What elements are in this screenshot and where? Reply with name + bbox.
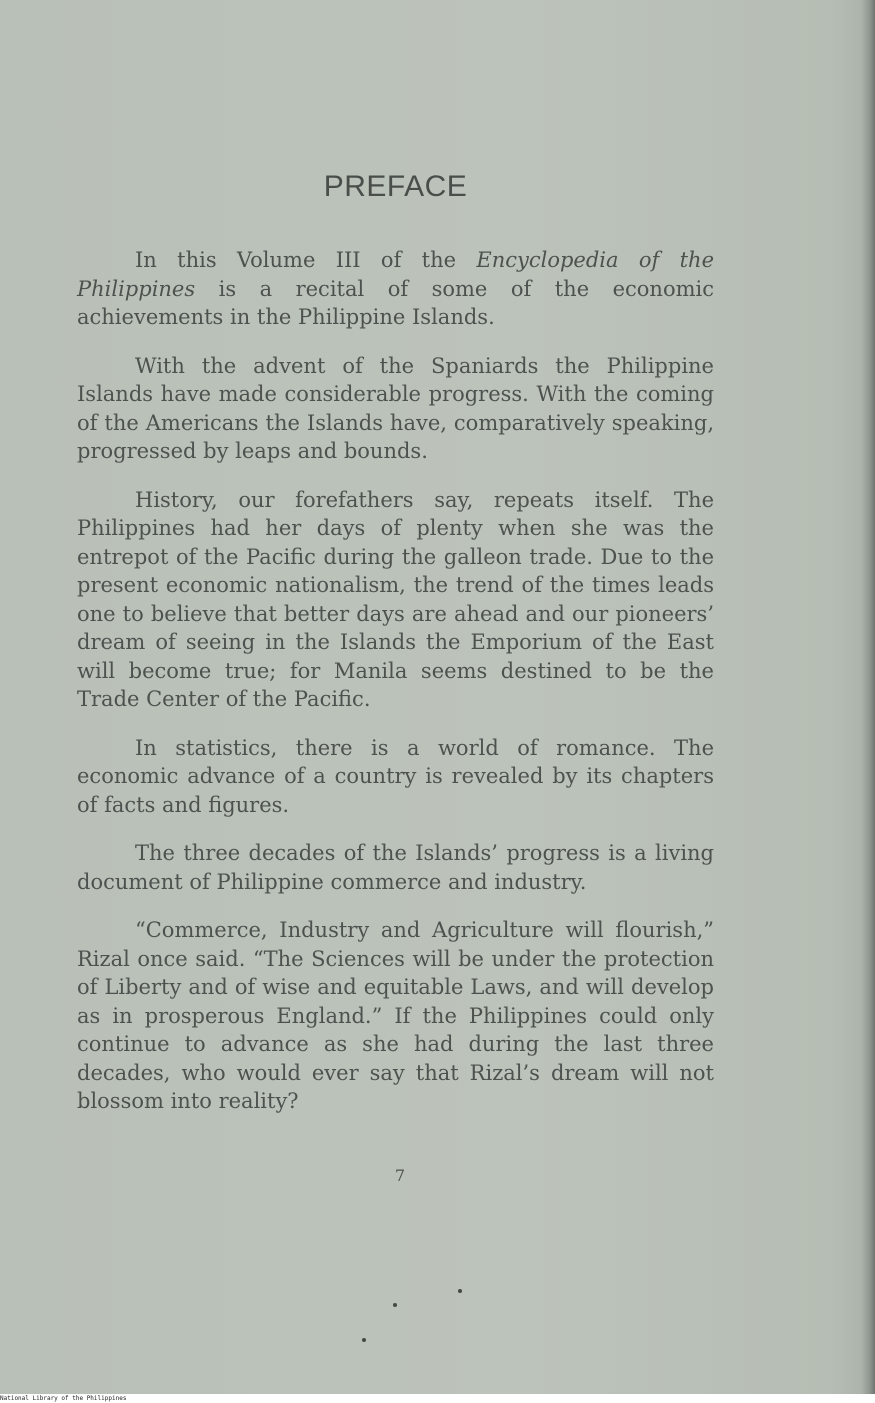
paragraph-2: With the advent of the Spaniards the Philippine Islands have made considerable progress. With the coming of the Americans the Islands have, comparatively speaking, progressed by leaps and bounds. [77, 353, 714, 463]
print-speck [458, 1289, 462, 1293]
paragraph-1-before: In this Volume III of the [135, 248, 477, 272]
paragraph-3: History, our forefathers say, repeats itself. The Philippines had her days of plenty when she was the entrepot of the Pacific during the galleon trade. Due to the present economic nationalism, the trend of the times leads one to believe that better days are ahead and our pioneers’ dream of seeing in the Islands the Emporium of the East will become true; for Manila seems destined to be the Trade Center of the Pacific. [77, 487, 714, 711]
paragraph-6: “Commerce, Industry and Agriculture will flourish,” Rizal once said. “The Sciences will be under the protection of Liberty and of wise and equitable Laws, and will develop as in prosperous England.” If the Philippines could only continue to advance as she had during the last three decades, who would ever say that Rizal’s dream will not blossom into reality? [77, 918, 714, 1113]
paragraph-1-after: is a recital of some of the economic achievements in the Philippine Islands. [77, 276, 714, 329]
page-title: PREFACE [323, 170, 468, 203]
paragraph-1-book-title: Encyclopedia of the Philippines [77, 248, 714, 301]
paragraph-4: In statistics, there is a world of romance. The economic advance of a country is revealed by its chapters of facts and figures. [77, 735, 714, 817]
page-number: 7 [394, 1166, 406, 1185]
page-edge-shadow [861, 0, 875, 1394]
print-speck [393, 1303, 397, 1307]
print-speck [362, 1338, 366, 1342]
preface-text-block [77, 170, 714, 1136]
library-watermark: National Library of the Philippines [0, 1395, 127, 1402]
paragraph-5: The three decades of the Islands’ progress is a living document of Philippine commerce and industry. [77, 841, 714, 894]
paragraph-1 [77, 246, 714, 332]
